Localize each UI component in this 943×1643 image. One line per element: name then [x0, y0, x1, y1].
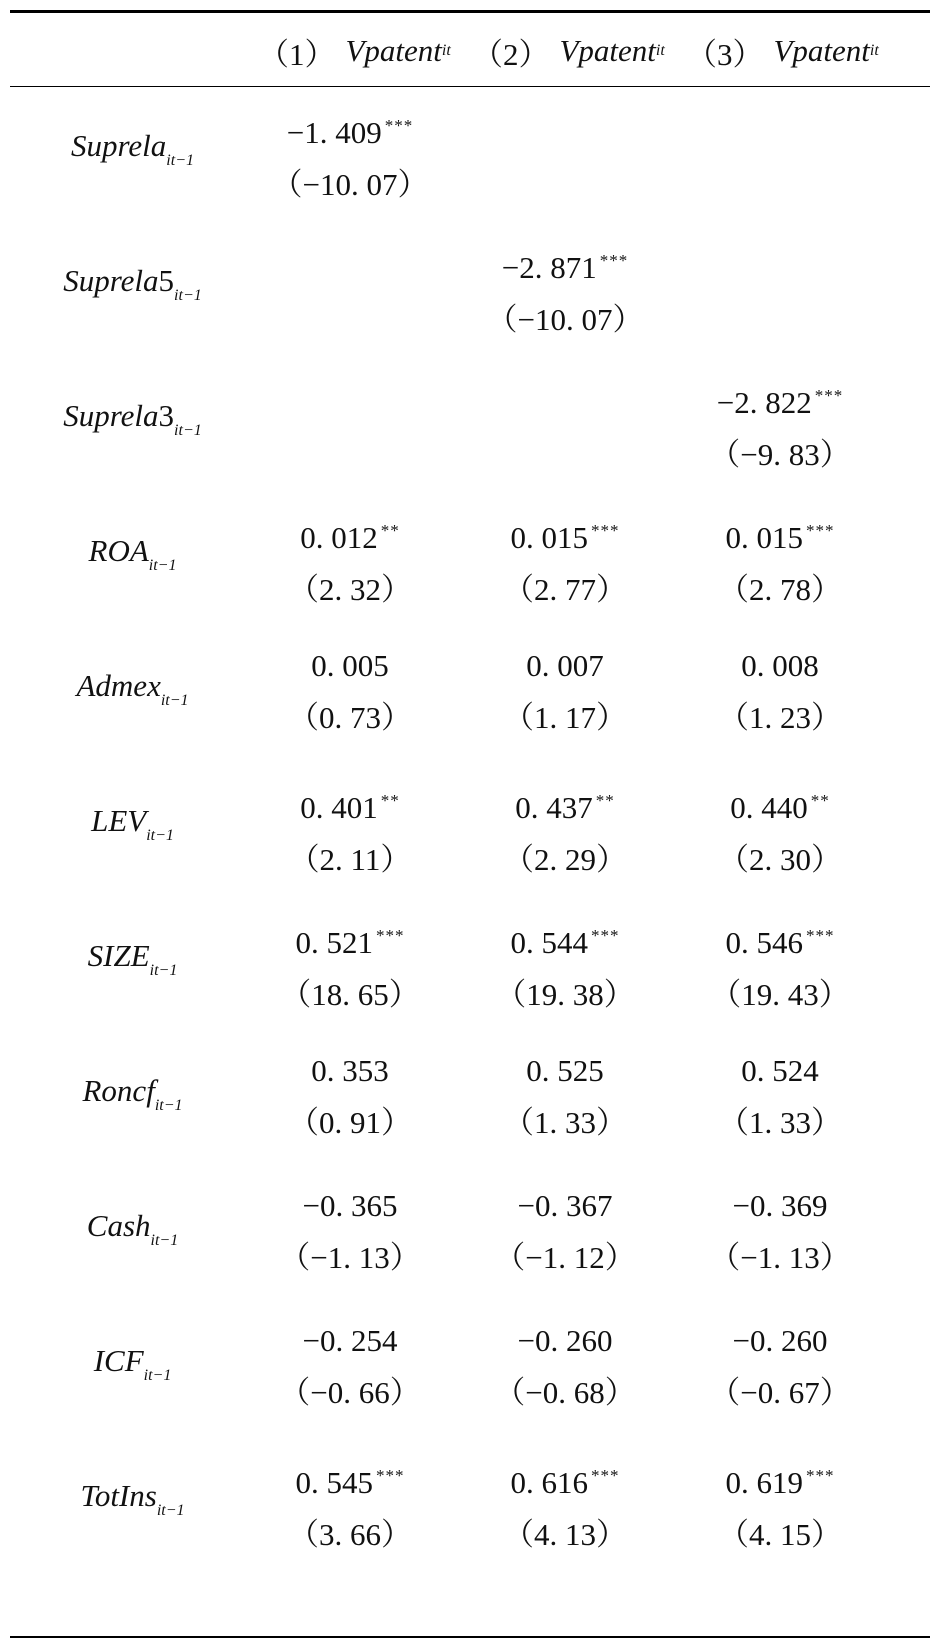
t-statistic: （1. 33）	[718, 1105, 842, 1140]
table-cell	[236, 1045, 464, 1149]
significance-stars: ***	[591, 1466, 620, 1485]
significance-stars: ***	[591, 926, 620, 945]
t-statistic: （−1. 13）	[279, 1240, 421, 1275]
t-statistic: （−1. 12）	[494, 1240, 636, 1275]
table-cell	[236, 1315, 464, 1419]
table-cell	[236, 505, 464, 616]
coefficient: −0. 254	[302, 1323, 398, 1358]
row-variable-name: SIZE	[87, 938, 150, 973]
coefficient: 0. 015	[725, 520, 803, 555]
row-variable-suffix: 3	[158, 398, 175, 433]
coefficient: 0. 437	[515, 790, 593, 825]
t-statistic: （2. 32）	[288, 572, 412, 607]
table-cell	[451, 1450, 679, 1561]
row-subscript: it−1	[166, 152, 194, 169]
t-statistic: （1. 33）	[503, 1105, 627, 1140]
row-label	[0, 668, 265, 710]
table-cell	[451, 640, 679, 744]
row-subscript: it−1	[146, 827, 174, 844]
t-statistic: （2. 78）	[718, 572, 842, 607]
coefficient: 0. 440	[730, 790, 808, 825]
table-cell	[666, 910, 894, 1021]
row-subscript: it−1	[148, 557, 177, 574]
t-statistic: （0. 73）	[288, 700, 412, 735]
t-statistic: （1. 23）	[718, 700, 842, 735]
significance-stars: ***	[806, 1466, 835, 1485]
significance-stars: ***	[376, 926, 405, 945]
coefficient: 0. 012	[300, 520, 378, 555]
table-cell	[666, 775, 894, 886]
coefficient: 0. 619	[725, 1465, 803, 1500]
t-statistic: （−0. 68）	[494, 1375, 636, 1410]
row-label	[0, 1478, 265, 1520]
coefficient: 0. 616	[510, 1465, 588, 1500]
row-variable-name: Suprela	[63, 398, 159, 433]
row-label	[0, 803, 265, 845]
column-header-1: （1） Vpatent it	[258, 33, 451, 72]
significance-stars: **	[595, 791, 615, 810]
significance-stars: ***	[599, 251, 629, 270]
coefficient: −2. 871	[501, 250, 597, 285]
row-variable-name: Roncf	[82, 1073, 155, 1108]
coefficient: 0. 544	[510, 925, 588, 960]
significance-stars: **	[380, 521, 400, 540]
table-cell	[236, 100, 464, 211]
t-statistic: （2. 29）	[503, 842, 627, 877]
row-variable-name: ICF	[93, 1343, 144, 1378]
coefficient: 0. 401	[300, 790, 378, 825]
row-subscript: it−1	[154, 1097, 183, 1114]
t-statistic: （−10. 07）	[271, 167, 429, 202]
table-cell	[451, 235, 679, 346]
row-subscript: it−1	[174, 422, 202, 439]
t-statistic: （−0. 66）	[279, 1375, 421, 1410]
coefficient: −0. 369	[732, 1188, 828, 1223]
t-statistic: （−10. 07）	[486, 302, 644, 337]
table-cell	[451, 775, 679, 886]
table-cell	[666, 640, 894, 744]
coefficient: −0. 260	[732, 1323, 828, 1358]
row-variable-name: Cash	[86, 1208, 151, 1243]
table-cell	[236, 1450, 464, 1561]
significance-stars: ***	[806, 521, 835, 540]
row-subscript: it−1	[156, 1502, 185, 1519]
table-cell	[666, 1315, 894, 1419]
t-statistic: （0. 91）	[288, 1105, 412, 1140]
row-subscript: it−1	[143, 1367, 172, 1384]
table-cell	[236, 640, 464, 744]
coefficient: 0. 545	[295, 1465, 373, 1500]
coefficient: 0. 521	[295, 925, 373, 960]
table-cell	[451, 1180, 679, 1284]
table-cell	[451, 505, 679, 616]
column-header-3: （3） Vpatent it	[686, 33, 879, 72]
table-cell	[666, 1045, 894, 1149]
table-cell	[666, 1450, 894, 1561]
t-statistic: （18. 65）	[280, 977, 420, 1012]
t-statistic: （1. 17）	[503, 700, 627, 735]
column-header-2: （2） Vpatent it	[472, 33, 665, 72]
t-statistic: （19. 43）	[710, 977, 850, 1012]
row-label	[0, 263, 265, 305]
table-cell	[451, 910, 679, 1021]
significance-stars: **	[380, 791, 400, 810]
row-variable-name: ROA	[88, 533, 149, 568]
table-cell	[236, 775, 464, 886]
row-label	[0, 128, 265, 170]
table-bottom-rule	[10, 1636, 930, 1638]
coefficient: 0. 546	[725, 925, 803, 960]
coefficient: −0. 260	[517, 1323, 613, 1358]
t-statistic: （4. 15）	[718, 1517, 842, 1552]
coefficient: 0. 015	[510, 520, 588, 555]
row-label	[0, 1343, 265, 1385]
row-label	[0, 398, 265, 440]
table-header-rule	[10, 86, 930, 87]
table-cell	[236, 910, 464, 1021]
coefficient: −0. 365	[302, 1188, 398, 1223]
significance-stars: ***	[806, 926, 835, 945]
significance-stars: **	[810, 791, 830, 810]
row-variable-suffix: 5	[158, 263, 175, 298]
significance-stars: ***	[384, 116, 414, 135]
t-statistic: （2. 30）	[718, 842, 842, 877]
coefficient: 0. 525	[526, 1053, 604, 1088]
coefficient: 0. 524	[741, 1053, 819, 1088]
t-statistic: （−1. 13）	[709, 1240, 851, 1275]
table-cell	[666, 1180, 894, 1284]
table-cell	[451, 1045, 679, 1149]
row-variable-name: Suprela	[63, 263, 159, 298]
t-statistic: （2. 77）	[503, 572, 627, 607]
row-subscript: it−1	[149, 962, 178, 979]
row-subscript: it−1	[174, 287, 202, 304]
row-variable-name: Suprela	[71, 128, 167, 163]
row-label	[0, 1073, 265, 1115]
table-top-rule	[10, 10, 930, 13]
row-variable-name: LEV	[91, 803, 147, 838]
row-variable-name: Admex	[76, 668, 161, 703]
t-statistic: （19. 38）	[495, 977, 635, 1012]
t-statistic: （−0. 67）	[709, 1375, 851, 1410]
significance-stars: ***	[376, 1466, 405, 1485]
row-label	[0, 1208, 265, 1250]
coefficient: −2. 822	[716, 385, 812, 420]
table-cell	[666, 505, 894, 616]
coefficient: 0. 008	[741, 648, 819, 683]
coefficient: 0. 007	[526, 648, 604, 683]
t-statistic: （4. 13）	[503, 1517, 627, 1552]
table-cell	[236, 1180, 464, 1284]
row-label	[0, 938, 265, 980]
coefficient: −1. 409	[286, 115, 382, 150]
significance-stars: ***	[814, 386, 844, 405]
t-statistic: （2. 11）	[288, 842, 412, 877]
coefficient: −0. 367	[517, 1188, 613, 1223]
coefficient: 0. 353	[311, 1053, 389, 1088]
row-label	[0, 533, 265, 575]
row-subscript: it−1	[160, 692, 189, 709]
row-subscript: it−1	[150, 1232, 179, 1249]
coefficient: 0. 005	[311, 648, 389, 683]
t-statistic: （3. 66）	[288, 1517, 412, 1552]
row-variable-name: TotIns	[80, 1478, 157, 1513]
significance-stars: ***	[591, 521, 620, 540]
table-cell	[666, 370, 894, 481]
t-statistic: （−9. 83）	[709, 437, 851, 472]
table-cell	[451, 1315, 679, 1419]
